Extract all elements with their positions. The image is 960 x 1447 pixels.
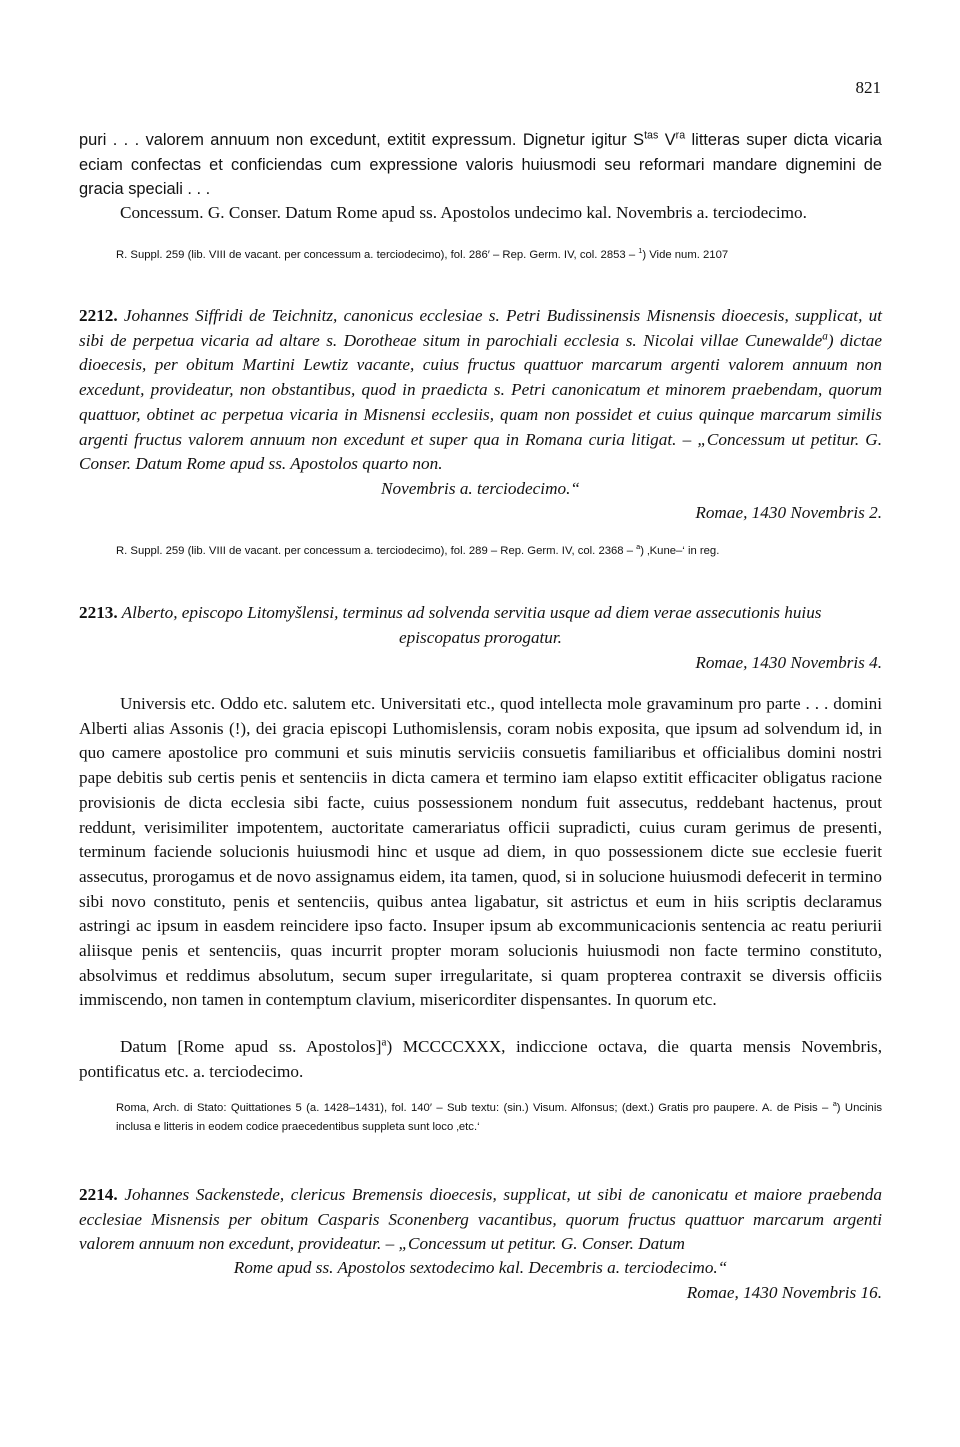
entry-2212-summary-sup: a bbox=[822, 329, 828, 342]
entry-2213-summary-text: Alberto, episcopo Litomyšlensi, terminus ad solvenda servitia usque ad diem verae assecutionis huius bbox=[117, 603, 822, 622]
entry-2213-summary-last-line: episcopatus prorogatur. bbox=[399, 628, 562, 647]
entry-2214-summary bbox=[79, 1183, 882, 1257]
intro-paragraph bbox=[79, 128, 882, 202]
entry-2212-footnote-sup: a bbox=[636, 542, 641, 552]
entry-2213-summary bbox=[79, 601, 882, 626]
entry-2212-footnote-text-1: R. Suppl. 259 (lib. VIII de vacant. per concessum a. terciodecimo), fol. 289 – Rep. Germ. IV, col. 2368 – bbox=[116, 545, 637, 557]
entry-2213-footnote bbox=[116, 1099, 882, 1137]
entry-2212-footnote-text-2: ) ‚Kune–‘ in reg. bbox=[640, 545, 720, 557]
intro-concessum: Concessum. G. Conser. Datum Rome apud ss. Apostolos undecimo kal. Novembris a. terciodecimo. bbox=[120, 203, 807, 222]
intro-text-1: puri . . . valorem annuum non excedunt, extitit expressum. Dignetur igitur S bbox=[79, 131, 645, 149]
entry-2213-paragraph-2-text-1: Datum [Rome apud ss. Apostolos] bbox=[120, 1037, 382, 1056]
intro-text-3: litteras super dicta vicaria eciam confectas et conficiendas cum expressione valoris huiusmodi seu reformari mandare dignemini de gracia speciali . . . bbox=[79, 131, 882, 199]
entry-2213-paragraph-2 bbox=[79, 1035, 882, 1084]
entry-2213-footnote-sup: a bbox=[832, 1099, 837, 1109]
intro-footnote-sup: 1 bbox=[638, 246, 643, 256]
intro-footnote bbox=[116, 246, 882, 265]
entry-2214-number: 2214. bbox=[79, 1185, 118, 1204]
entry-2213-paragraph-1: Universis etc. Oddo etc. salutem etc. Universitati etc., quod intellecta mole gravaminum pro parte . . . domini Alberti alias Assonis (!), dei gracia episcopi Luthomislensis, coram nobis exposita, que ipsum ad solvendum id, in quo camere apostolice pro communi et suis minutis serviciis consuetis familiaribus et officialibus domini nostri pape debitis sub certis penis et sentenciis in dicta camera et termino iam elapso extitit efficaciter obligatus racione provisionis de dicta ecclesia sibi facte, cuius possessionem nondum fuit assecutus, reddebant hactenus, prout reddunt, verisimiliter impotentem, auctoritate camerariatus officii supradicti, cuius curam gerimus de presenti, terminum faciende solucionis huiusmodi hinc et usque ad diem, in quo possessionem dicte sue ecclesie fuerit assecutus, prorogamus et de novo assignamus eidem, ita tamen, quod, si in solucione huiusmodi defecerit in termino sibi novo constituto, penis et sentenciis, quibus antea ligabatur, sit astrictus et eum in hiis scriptis declaramus astringi ac ipsum in easdem reincidere ipso facto. Insuper ipsum ab excommunicacionis sentencia ac reatu periurii aliisque penis et sentenciis, quas incurrit propter moram solucionis huiusmodi non facte termino constituto, absolvimus et reddimus absolutum, secum super irregularitate, si quam propterea contraxit se diversis officiis immiscendo, non tamen in contemptum clavium, misericorditer dispensantes. In quorum etc. bbox=[79, 694, 882, 1010]
entry-2213-place-date: Romae, 1430 Novembris 4. bbox=[695, 653, 882, 672]
entry-2213-footnote-text-2: ) Uncinis inclusa e litteris in eodem codice praecedentibus suppleta sunt loco ‚etc.‘ bbox=[116, 1102, 882, 1133]
intro-footnote-text-2: ) Vide num. 2107 bbox=[642, 249, 729, 261]
entry-2212-footnote bbox=[116, 542, 882, 561]
entry-2212-place-date: Romae, 1430 Novembris 2. bbox=[695, 503, 882, 522]
entry-2213-paragraph-2-sup: a bbox=[381, 1036, 387, 1049]
entry-2212-summary-text-2: ) dictae dioecesis, per obitum Martini Lewtiz vacante, cuius fructus quattuor marcarum argenti valorem annuum non excedunt, provideatur, non obstantibus, quod in praedicta s. Petri canonicatum et minorem praebendam, quorum quattuor, obtinet ac perpetua vicaria in Misnensi ecclesiis, quam non possidet et cuius quinque marcarum similis argenti fructus valorem annuum non excedunt et super qua in Romana curia litigat. – „Concessum ut petitur. G. Conser. Datum Rome apud ss. Apostolos quarto non. bbox=[79, 330, 882, 474]
entry-2214-place-date: Romae, 1430 Novembris 16. bbox=[686, 1283, 882, 1302]
intro-footnote-text-1: R. Suppl. 259 (lib. VIII de vacant. per concessum a. terciodecimo), fol. 286′ – Rep. Germ. IV, col. 2853 – bbox=[116, 249, 639, 261]
intro-sup-1: tas bbox=[644, 129, 659, 142]
intro-text-2: V bbox=[658, 131, 676, 149]
entry-2212-number: 2212. bbox=[79, 306, 118, 325]
entry-2212-summary-last-line: Novembris a. terciodecimo.“ bbox=[381, 479, 580, 498]
page-number: 821 bbox=[855, 78, 881, 97]
entry-2214-summary-text: Johannes Sackenstede, clericus Bremensis dioecesis, supplicat, ut sibi de canonicatu et maiore praebenda ecclesiae Misnensis per obitum Casparis Sconenberg vacantibus, quorum fructus quattuor marcarum argenti valorem annuum non excedunt, provideatur. – „Concessum ut petitur. G. Conser. Datum bbox=[79, 1185, 882, 1254]
entry-2212-summary-text-1: Johannes Siffridi de Teichnitz, canonicus ecclesiae s. Petri Budissinensis Misnensis dioecesis, supplicat, ut sibi de perpetua vicaria ad altare s. Dorotheae situm in parochiali ecclesia s. Nicolai villae Cunewalde bbox=[79, 306, 882, 350]
entry-2213-footnote-text-1: Roma, Arch. di Stato: Quittationes 5 (a. 1428–1431), fol. 140′ – Sub textu: (sin.) Visum. Alfonsus; (dext.) Gratis pro paupere. A. de Pisis – bbox=[116, 1102, 833, 1114]
entry-2212-summary bbox=[79, 304, 882, 477]
intro-sup-2: ra bbox=[675, 129, 686, 142]
entry-2213-paragraph-2-text-2: ) MCCCCXXX, indiccione octava, die quarta mensis Novembris, pontificatus etc. a. terciodecimo. bbox=[79, 1037, 882, 1081]
entry-2214-summary-last-line: Rome apud ss. Apostolos sextodecimo kal. Decembris a. terciodecimo.“ bbox=[233, 1258, 728, 1277]
entry-2213-number: 2213. bbox=[79, 603, 118, 622]
